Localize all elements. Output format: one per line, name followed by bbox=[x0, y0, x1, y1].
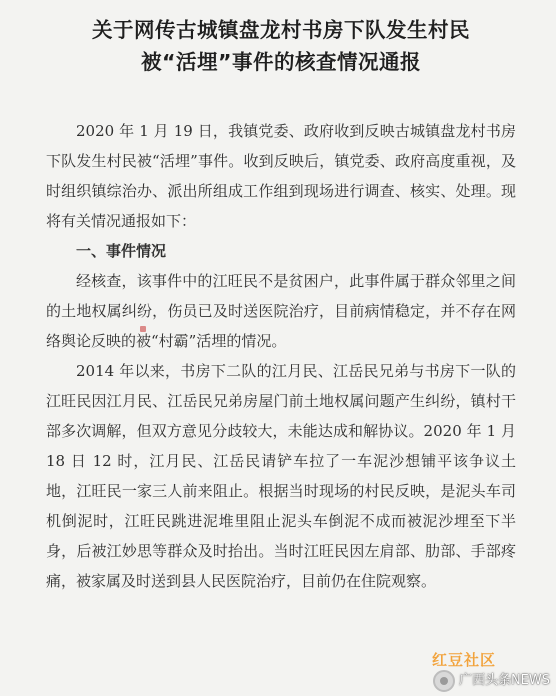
watermark-brand: 红豆社区 bbox=[431, 651, 496, 669]
paragraph-findings: 经核查，该事件中的江旺民不是贫困户，此事件属于群众邻里之间的土地权属纠纷，伤员已及时送医院治疗，目前病情稳定，并不存在网络舆论反映的被“村霸”活埋的情况。 bbox=[46, 272, 516, 350]
wechat-channel-icon bbox=[433, 670, 455, 692]
title-line-1: 关于网传古城镇盘龙村书房下队发生村民 bbox=[92, 18, 470, 42]
watermark bbox=[433, 670, 550, 692]
red-ink-mark bbox=[140, 326, 146, 332]
paragraph-details: 2014 年以来，书房下二队的江月民、江岳民兄弟与书房下一队的江旺民因江月民、江岳民兄弟房屋门前土地权属问题产生纠纷，镇村干部多次调解，但双方意见分歧较大，未能达成和解协议。2020 年 1 月 18 日 12 时，江月民、江岳民请铲车拉了一车泥沙想铺平该争议土地，江旺民一家三人前来阻止。根据当时现场的村民反映，是泥头车司机倒泥时，江旺民跳进泥堆里阻止泥头车倒泥不成而被泥沙埋至下半身，后被江妙思等群众及时抬出。当时江旺民因左肩部、肋部、手部疼痛，被家属及时送到县人民医院治疗，目前仍在住院观察。 bbox=[46, 362, 516, 590]
document-title bbox=[46, 14, 516, 78]
section-heading: 一、事件情况 bbox=[76, 242, 167, 260]
title-line-2: 被“活埋”事件的核查情况通报 bbox=[141, 50, 421, 74]
watermark-source: 广西头条NEWS bbox=[458, 673, 550, 688]
intro-paragraph: 2020 年 1 月 19 日，我镇党委、政府收到反映古城镇盘龙村书房下队发生村民被“活埋”事件。收到反映后，镇党委、政府高度重视，及时组织镇综治办、派出所组成工作组到现场进行调查、核实、处理。现将有关情况通报如下： bbox=[46, 122, 516, 230]
document-body bbox=[46, 116, 516, 596]
